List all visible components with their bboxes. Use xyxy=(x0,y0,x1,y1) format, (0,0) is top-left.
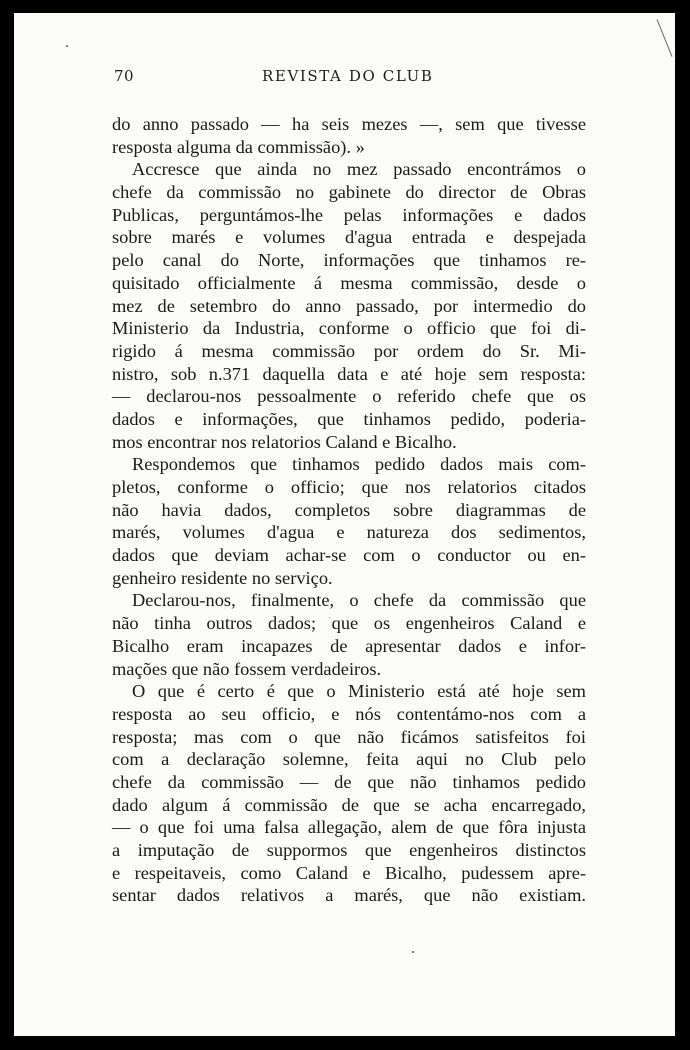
text-line: dados e informações, que tinhamos pedido, poderia- xyxy=(112,408,586,429)
text-line: do anno passado — ha seis mezes —, sem que tivesse xyxy=(112,114,586,134)
scan-mark xyxy=(657,19,673,56)
text-line: pletos, conforme o officio; que nos relatorios citados xyxy=(112,477,586,497)
page-number: 70 xyxy=(114,67,135,85)
text-line: rigido á mesma commissão por ordem do Sr. Mi- xyxy=(112,340,586,361)
text-line: mez de setembro do anno passado, por intermedio do xyxy=(112,295,586,316)
text-line: Respondemos que tinhamos pedido dados mais com- xyxy=(132,454,586,475)
text-line: a imputação de suppormos que engenheiros distinctos xyxy=(112,840,586,860)
text-line: Accresce que ainda no mez passado encontrámos o xyxy=(132,159,586,180)
text-line: chefe da commissão — de que não tinhamos pedido xyxy=(112,771,586,792)
text-line: pelo canal do Norte, informações que tinhamos re- xyxy=(112,250,586,271)
scan-speck xyxy=(412,951,414,953)
text-line: O que é certo é que o Ministerio está até hoje sem xyxy=(132,681,586,702)
text-line: mos encontrar nos relatorios Caland e Bicalho. xyxy=(112,431,457,452)
text-line: resposta ao seu officio, e nós contentámo-nos com a xyxy=(112,703,586,724)
text-line: — o que foi uma falsa allegação, alem de que fôra injusta xyxy=(112,817,586,838)
text-line: Bicalho eram incapazes de apresentar dados e infor- xyxy=(112,635,586,656)
body-text xyxy=(112,113,586,907)
text-line: não tinha outros dados; que os engenheiros Caland e xyxy=(112,613,586,634)
text-line: Publicas, perguntámos-lhe pelas informações e dados xyxy=(112,204,586,225)
text-line: mações que não fossem verdadeiros. xyxy=(112,658,382,679)
text-line: quisitado officialmente á mesma commissão, desde o xyxy=(112,272,586,293)
scan-speck xyxy=(66,45,68,47)
text-line: — declarou-nos pessoalmente o referido chefe que os xyxy=(112,386,586,407)
text-line: sobre marés e volumes d'agua entrada e despejada xyxy=(112,227,586,248)
page-header xyxy=(114,67,594,93)
text-line: não havia dados, completos sobre diagrammas de xyxy=(112,499,586,520)
text-line: Ministerio da Industria, conforme o officio que foi di- xyxy=(112,318,586,339)
text-line: Declarou-nos, finalmente, o chefe da commissão que xyxy=(132,590,586,611)
text-line: chefe da commissão no gabinete do director de Obras xyxy=(112,182,586,203)
text-line: genheiro residente no serviço. xyxy=(112,567,333,588)
text-line: resposta alguma da commissão). » xyxy=(112,136,365,157)
text-line: marés, volumes d'agua e natureza dos sedimentos, xyxy=(112,522,586,543)
text-line: dado algum á commissão de que se acha encarregado, xyxy=(112,794,586,815)
running-title: REVISTA DO CLUB xyxy=(262,67,434,85)
text-line: e respeitaveis, como Caland e Bicalho, pudessem apre- xyxy=(112,862,586,883)
text-line: dados que deviam achar-se com o conductor ou en- xyxy=(112,545,586,566)
text-line: sentar dados relativos a marés, que não existiam. xyxy=(112,885,586,906)
text-line: com a declaração solemne, feita aqui no Club pelo xyxy=(112,749,586,770)
document-page xyxy=(14,13,675,1036)
text-line: nistro, sob n.371 daquella data e até hoje sem resposta: xyxy=(112,363,586,384)
text-line: resposta; mas com o que não ficámos satisfeitos foi xyxy=(112,726,586,747)
